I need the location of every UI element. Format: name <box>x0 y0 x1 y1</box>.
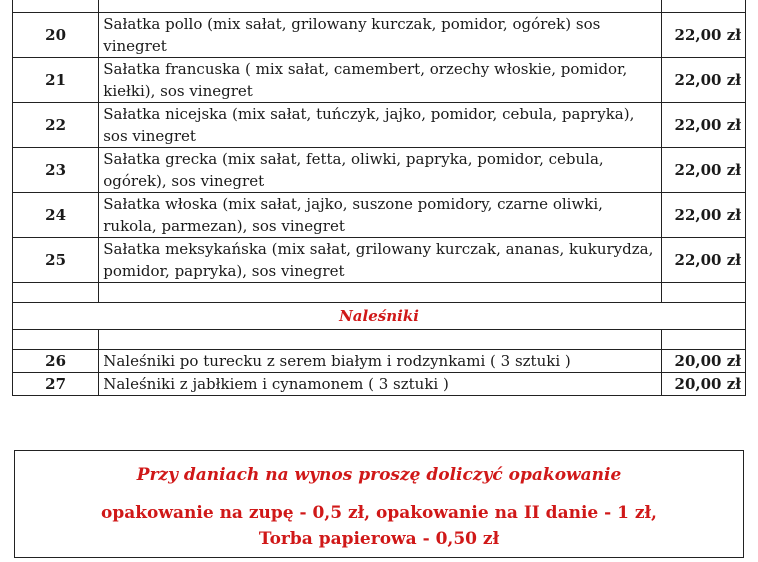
table-row <box>13 283 746 303</box>
table-row <box>13 350 746 373</box>
item-price: 20,00 zł <box>661 350 745 373</box>
item-number: 26 <box>13 350 99 373</box>
table-row <box>13 148 746 193</box>
table-row <box>13 13 746 58</box>
item-name: Sałatka pollo (mix sałat, grilowany kurczak, pomidor, ogórek) sos vinegret <box>99 13 662 58</box>
item-name: Sałatka meksykańska (mix sałat, grilowany kurczak, ananas, kukurydza, pomidor, papryka), sos vinegret <box>99 238 662 283</box>
table-row <box>13 103 746 148</box>
notice-title: Przy daniach na wynos proszę doliczyć opakowanie <box>136 465 622 485</box>
menu-table <box>12 0 746 396</box>
notice-line-2: Torba papierowa - 0,50 zł <box>258 529 500 549</box>
item-price: 22,00 zł <box>661 103 745 148</box>
item-number: 24 <box>13 193 99 238</box>
item-name: Sałatka francuska ( mix sałat, camembert, orzechy włoskie, pomidor, kiełki), sos vinegret <box>99 58 662 103</box>
table-row <box>13 330 746 350</box>
item-name: Sałatka nicejska (mix sałat, tuńczyk, jajko, pomidor, cebula, papryka), sos vinegret <box>99 103 662 148</box>
item-price: 20,00 zł <box>661 373 745 396</box>
notice-line-1: opakowanie na zupę - 0,5 zł, opakowanie na II danie - 1 zł, <box>101 503 657 523</box>
item-number: 22 <box>13 103 99 148</box>
item-name: Sałatka włoska (mix sałat, jajko, suszone pomidory, czarne oliwki, rukola, parmezan), sos vinegret <box>99 193 662 238</box>
takeaway-notice <box>14 450 744 558</box>
item-price: 22,00 zł <box>661 148 745 193</box>
table-row <box>13 58 746 103</box>
item-number: 20 <box>13 13 99 58</box>
item-name: Naleśniki z jabłkiem i cynamonem ( 3 sztuki ) <box>99 373 662 396</box>
section-row <box>13 303 746 330</box>
item-price: 22,00 zł <box>661 58 745 103</box>
table-row <box>13 193 746 238</box>
section-title: Naleśniki <box>13 303 746 330</box>
table-row <box>13 373 746 396</box>
item-price: 22,00 zł <box>661 193 745 238</box>
item-name: Naleśniki po turecku z serem białym i rodzynkami ( 3 sztuki ) <box>99 350 662 373</box>
item-number: 25 <box>13 238 99 283</box>
item-number: 21 <box>13 58 99 103</box>
item-name: Sałatka grecka (mix sałat, fetta, oliwki, papryka, pomidor, cebula, ogórek), sos vinegret <box>99 148 662 193</box>
item-price: 22,00 zł <box>661 13 745 58</box>
item-number: 23 <box>13 148 99 193</box>
item-number: 27 <box>13 373 99 396</box>
table-row <box>13 238 746 283</box>
item-price: 22,00 zł <box>661 238 745 283</box>
table-row <box>13 0 746 13</box>
